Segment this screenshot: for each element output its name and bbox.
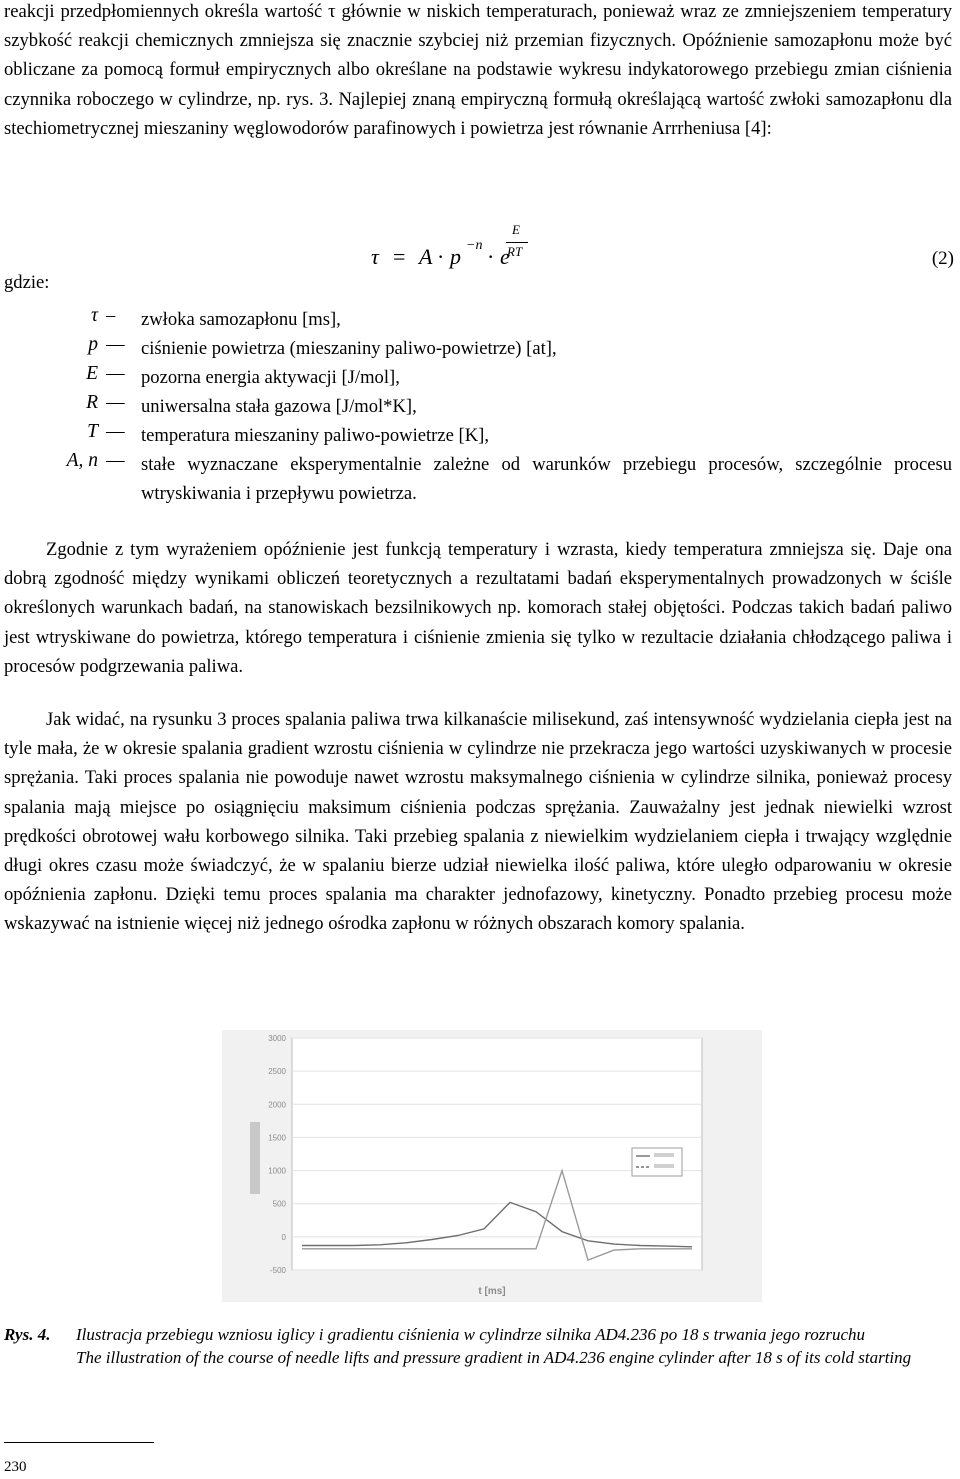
definition-dash: — (106, 392, 125, 413)
caption-text (76, 1323, 956, 1369)
formula-p: p (450, 244, 461, 269)
definition-symbol: τ (91, 305, 98, 326)
x-axis-label: t [ms] (478, 1286, 506, 1297)
chart-legend (632, 1148, 682, 1176)
definition-text: temperatura mieszaniny paliwo-powietrze [K], (141, 425, 489, 446)
y-axis-label-blurred (250, 1122, 260, 1194)
figure-chart (222, 1030, 762, 1302)
definition-text: ciśnienie powietrza (mieszaniny paliwo-powietrze) [at], (141, 338, 557, 359)
definition-row (0, 392, 960, 421)
pressure-gradient-chart (222, 1030, 762, 1302)
y-tick-label: -500 (269, 1266, 286, 1275)
formula-dot: · (487, 244, 495, 269)
definition-symbol: A, n (66, 450, 98, 471)
definition-text: zwłoka samozapłonu [ms], (141, 309, 341, 330)
caption-label: Rys. 4. (4, 1325, 51, 1344)
caption-polish: Ilustracja przebiegu wzniosu iglicy i gradientu ciśnienia w cylindrze silnika AD4.236 po 18 s trwania jego rozruchu (76, 1325, 866, 1344)
definition-symbol: T (87, 421, 98, 442)
definition-symbol: R (86, 392, 98, 413)
definition-row (0, 305, 960, 334)
formula-dot: · (437, 244, 445, 269)
definition-row (0, 363, 960, 392)
formula-exponent-denominator: RT (507, 244, 523, 259)
definition-text: pozorna energia aktywacji [J/mol], (141, 367, 400, 388)
definition-row (0, 450, 960, 510)
paragraph-analysis: Jak widać, na rysunku 3 proces spalania paliwa trwa kilkanaście milisekund, zaś intensywność wydzielania ciepła jest na tyle mała, że w okresie spalania gradient wzrostu ciśnienia w cylindrze nie przekracza jego wartości uzyskiwanych w procesie sprężania. Taki proces spalania nie powoduje nawet wzrostu maksymalnego ciśnienia w cylindrze silnika, ponieważ procesy spalania mają miejsce po osiągnięciu maksimum ciśnienia podczas sprężania. Zauważalny jest jednak niewielki wzrost prędkości obrotowej wału korbowego silnika. Taki przebieg spalania z niewielkim wydzielaniem ciepła i trwający względnie długi okres czasu może świadczyć, że w spalaniu bierze udział niewielka ilość paliwa, które uległo odparowaniu w okresie opóźnienia zapłonu. Dzięki temu proces spalania ma charakter jednofazowy, kinetyczny. Ponadto przebieg procesu może wskazywać na istnienie więcej niż jednego ośrodka zapłonu w różnych obszarach komory spalania. (4, 709, 952, 935)
y-tick-label: 3000 (268, 1034, 286, 1043)
definition-row (0, 421, 960, 450)
formula-e: e (500, 244, 510, 269)
paragraph-intro: reakcji przedpłomiennych określa wartość τ głównie w niskich temperaturach, ponieważ wraz ze zmniejszeniem temperatury szybkość reakcji chemicznych zmniejsza się znacznie szybciej niż przemian fizycznych. Opóźnienie samozapłonu może być obliczane za pomocą formuł empirycznych albo określane na podstawie wykresu indykatorowego przebiegu zmian ciśnienia czynnika roboczego w cylindrze, np. rys. 3. Najlepiej znaną empiryczną formułą określającą wartość zwłoki samozapłonu dla stechiometrycznej mieszaniny węglowodorów parafinowych i powietrza jest równanie Arrrheniusa [4]: (4, 1, 952, 139)
definition-dash: — (106, 421, 125, 442)
definition-text: stałe wyznaczane eksperymentalnie zależne od warunków przebiegu procesów, szczególnie procesu wtryskiwania i przepływu powietrza. (141, 454, 952, 505)
y-tick-label: 1500 (268, 1133, 286, 1143)
legend-label-blurred (654, 1164, 674, 1168)
footnote-separator (4, 1442, 154, 1443)
legend-label-blurred (654, 1153, 674, 1157)
definition-symbol: E (86, 363, 98, 384)
y-tick-label: 2000 (268, 1100, 286, 1110)
paragraph-conclusion: Zgodnie z tym wyrażeniem opóźnienie jest funkcją temperatury i wzrasta, kiedy temperatura zmniejsza się. Daje ona dobrą zgodność między wynikami obliczeń teoretycznych a rezultatami badań eksperymentalnych prowadzonych w ściśle określonych warunkach badań, na stanowiskach bezsilnikowych np. komorach stałej objętości. Podczas takich badań paliwo jest wtryskiwane do powietrza, którego temperatura i ciśnienie zmienia się tylko w rezultacie działania chłodzącego paliwa i procesów podgrzewania paliwa. (4, 539, 952, 677)
formula-exponent-numerator: E (512, 222, 520, 237)
arrhenius-equation (0, 216, 960, 286)
y-tick-label: 1000 (268, 1166, 286, 1176)
definition-dash: — (106, 450, 125, 471)
where-label: gdzie: (4, 272, 50, 293)
formula-A: A (419, 244, 433, 269)
equation-number: (2) (931, 248, 954, 269)
formula-equals: = (393, 244, 406, 269)
formula-tau: τ (371, 244, 379, 269)
y-tick-label: 0 (281, 1232, 286, 1242)
formula-exponent-n: −n (466, 238, 483, 253)
caption-english: The illustration of the course of needle lifts and pressure gradient in AD4.236 engine cylinder after 18 s of its cold starting (76, 1348, 912, 1367)
definition-dash: – (106, 305, 116, 326)
formula-fraction-bar (506, 242, 528, 243)
definition-dash: — (106, 363, 125, 384)
page-number: 230 (4, 1459, 27, 1475)
y-tick-label: 2500 (268, 1067, 286, 1077)
definition-text: uniwersalna stała gazowa [J/mol*K], (141, 396, 417, 417)
definition-symbol: p (88, 334, 98, 355)
definition-row (0, 334, 960, 363)
y-tick-label: 500 (272, 1199, 286, 1209)
definition-dash: — (106, 334, 125, 355)
